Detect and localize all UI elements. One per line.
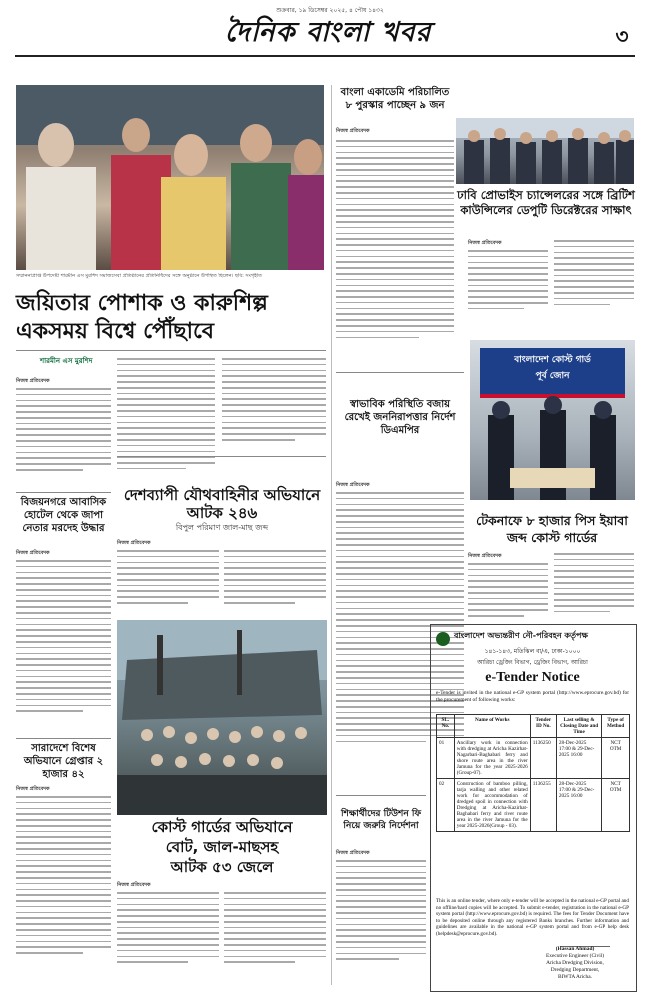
masthead: দৈনিক বাংলা খবর [224, 17, 432, 48]
teknaf-col1-text [468, 563, 548, 623]
row-method: NCT OTM [602, 738, 630, 779]
main-photo-caption: সম্মাননাপ্রাপ্ত উপদেষ্টা শারমীন এস মুরশিদ সমাজসেবা প্রতিষ্ঠানের প্রতিনিধিদের সঙ্গে অনুষ্ঠানে উপস্থিত ছিলেন। ছবি: সংগৃহীত [16, 273, 262, 279]
signer-title3: Dredging Department, [550, 967, 600, 973]
police-headline: দেশব্যাপী যৌথবাহিনীর অভিযানে আটক ২৪৬ [123, 486, 321, 522]
coastguard-headline-line3: আটক ৫৩ জেলে [170, 858, 274, 876]
academy-desk: নিজস্ব প্রতিবেদক [336, 128, 370, 134]
signer-title1: Executive Engineer (Civil) [545, 953, 605, 959]
vc-col2-text [554, 240, 634, 320]
page-number: ৩ [615, 24, 629, 48]
hotel-headline: বিজয়নগরে আবাসিক হোটেল থেকে জাপা নেতার মরদেহ উদ্ধার [20, 497, 107, 534]
police-col2-text [224, 550, 326, 615]
teknaf-banner-line1: বাংলাদেশ কোস্ট গার্ড [514, 355, 591, 365]
tender-table [436, 714, 630, 832]
row-id: 1136255 [530, 779, 556, 832]
tender-logo [436, 632, 450, 646]
coastguard-headline-line2: বোট, জাল-মাছসহ [165, 838, 279, 856]
row-dates: 28-Dec-2025 17:00 & 29-Dec-2025 16:00 [556, 779, 601, 832]
coastguard-col2-text [224, 892, 326, 982]
signer-title4: BIWTA Aricha. [558, 974, 592, 980]
hotel-text [16, 560, 111, 735]
tender-table-header [437, 715, 630, 738]
main-desk: নিজস্ব প্রতিবেদক [16, 378, 50, 384]
col-method: Type of Method [602, 715, 630, 738]
dmp-headline: স্বাভাবিক পরিস্থিতি বজায় রেখেই জননিরাপত্তার নির্দেশ ডিএমপির [344, 399, 456, 436]
teknaf-headline: টেকনাফে ৮ হাজার পিস ইয়াবা জব্দ কোস্ট গার্ডের [476, 513, 628, 545]
police-col1-text [117, 550, 219, 615]
tender-org-bn: বাংলাদেশ অভ্যন্তরীণ নৌ-পরিবহন কর্তৃপক্ষ [454, 631, 588, 640]
coastguard-col1-text [117, 892, 219, 982]
special-rule [16, 738, 111, 739]
signer-name: (Hassan Ahmad) [555, 946, 595, 952]
main-headline-line1: জয়িতার পোশাক ও কারুশিল্প [16, 291, 268, 316]
hotel-desk: নিজস্ব প্রতিবেদক [16, 550, 50, 556]
header-rule [15, 55, 635, 57]
main-headline-rule [16, 350, 326, 351]
tender-signer [520, 946, 630, 981]
main-headline-line2: একসময় বিশ্বে পৌঁছাবে [16, 319, 215, 344]
tuition-rule [336, 795, 426, 796]
main-story-photo [16, 85, 324, 270]
vc-meeting-photo [456, 118, 634, 184]
vc-headline: ঢাবি প্রোভাইস চ্যান্সেলরের সঙ্গে ব্রিটিশ কাউন্সিলের ডেপুটি ডিরেক্টরের সাক্ষাৎ [457, 188, 635, 217]
vc-desk: নিজস্ব প্রতিবেদক [468, 240, 502, 246]
main-byline: শারমীন এস মুরশিদ [40, 357, 93, 365]
tuition-text [336, 860, 426, 985]
dmp-desk: নিজস্ব প্রতিবেদক [336, 482, 370, 488]
tender-office-bn: আরিচা ড্রেজিং বিভাগ, ড্রেজিং বিভাগ, আরিচা [477, 659, 588, 666]
main-col2-text [117, 358, 215, 486]
tender-address-bn: ১৪১-১৪৩, মতিঝিল বা/এ, ঢাকা-১০০০ [484, 648, 581, 655]
col3-left-rule [331, 85, 332, 985]
special-desk: নিজস্ব প্রতিবেদক [16, 786, 50, 792]
table-row [437, 738, 630, 779]
teknaf-col2-text [554, 553, 634, 623]
row-name: Construction of bamboo pilling, tarja walling and other related work for accommodation of dredged spoil in connection with Dredging at Aricha-Kazirhat-Baghabari ferry and river route area in the river Jamuna for the year 2025-2026(Group - 03). [454, 779, 530, 832]
col-dates: Last selling & Closing Date and Time [556, 715, 601, 738]
main-col1-text [16, 388, 111, 488]
tender-footer: This is an online tender, where only e-tender will be accepted in the national e-GP portal and no offline/hard copies will be accepted. To submit e-tender, registration in the national e-GP system portal (http://www.eprocure.gov.bd) is required. The fees for Tender Document have to be deposited online through any registered Banks branches. Further information and guidelines are available in the national e-GP system portal and from e-GP help desk (helpdesk@eprocure.gov.bd). [436, 898, 629, 937]
dmp-rule [336, 372, 464, 373]
vc-col1-text [468, 250, 548, 320]
teknaf-banner-line2: পূর্ব জোন [535, 371, 570, 381]
table-row [437, 779, 630, 832]
academy-col2-text [338, 325, 463, 370]
col-id: Tender ID No. [530, 715, 556, 738]
tender-title: e-Tender Notice [485, 670, 580, 685]
coastguard-headline-line1: কোস্ট গার্ডের অভিযানে [151, 818, 293, 836]
tuition-desk: নিজস্ব প্রতিবেদক [336, 850, 370, 856]
row-sl: 01 [437, 738, 455, 779]
hotel-rule [16, 492, 111, 493]
col-name: Name of Works [454, 715, 530, 738]
academy-headline: বাংলা একাডেমি পরিচালিত ৮ পুরস্কার পাচ্ছেন ৯ জন [340, 87, 450, 111]
signer-title2: Aricha Dredging Division, [546, 960, 604, 966]
police-rule [117, 456, 326, 457]
police-desk: নিজস্ব প্রতিবেদক [117, 540, 151, 546]
coastguard-desk: নিজস্ব প্রতিবেদক [117, 882, 151, 888]
row-sl: 02 [437, 779, 455, 832]
row-method: NCT OTM [602, 779, 630, 832]
col-sl: SL. No. [437, 715, 455, 738]
row-dates: 28-Dec-2025 17:00 & 29-Dec-2025 16:00 [556, 738, 601, 779]
special-headline: সারাদেশে বিশেষ অভিযানে গ্রেপ্তার ২ হাজার ৪২ [23, 743, 104, 780]
row-name: Ancillary work in connection with dredging at Aricha Kazirhat-Nagarbari-Baghabari ferry and shore route area in the river Jamuna for the year 2025-2026 (Group-07). [454, 738, 530, 779]
teknaf-desk: নিজস্ব প্রতিবেদক [468, 553, 502, 559]
coastguard-photo [117, 620, 327, 815]
police-subhead: বিপুল পরিমাণ জাল-মাছ জব্দ [175, 523, 269, 532]
main-col3-text [222, 358, 326, 458]
row-id: 1136250 [530, 738, 556, 779]
dateline: শুক্রবার, ১৯ ডিসেম্বর ২০২৫, ৪ পৌষ ১৪৩২ [276, 7, 384, 14]
tuition-headline: শিক্ষার্থীদের টিউশন ফি নিয়ে জরুরি নির্দেশনা [340, 809, 422, 831]
special-text [16, 796, 111, 976]
tender-intro: e-Tender is invited in the national e-GP system portal (http://www.eprocure.gov.bd) for the procurement of following works: [436, 690, 629, 703]
